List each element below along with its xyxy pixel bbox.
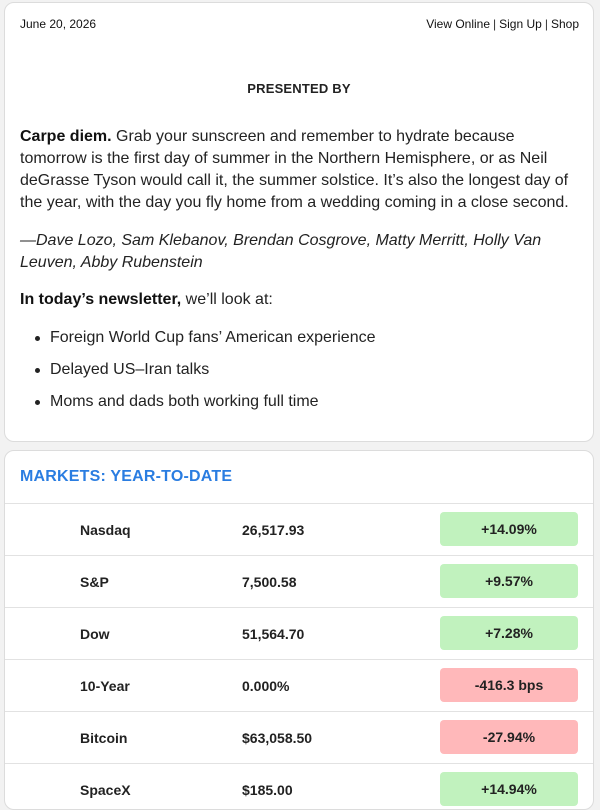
- newsletter-date: June 20, 2026: [20, 17, 97, 31]
- intro-paragraph: [20, 126, 584, 214]
- market-row-nasdaq: [5, 503, 593, 556]
- market-change-badge: +7.28%: [440, 616, 578, 650]
- market-change-badge: -416.3 bps: [440, 668, 578, 702]
- market-value: 51,564.70: [242, 626, 305, 642]
- link-separator: |: [493, 17, 497, 31]
- market-name: Nasdaq: [80, 522, 131, 538]
- header-links: [426, 17, 579, 31]
- topics-list: [20, 327, 580, 423]
- market-change-badge: +14.09%: [440, 512, 578, 546]
- intro-text: Grab your sunscreen and remember to hydrate because tomorrow is the first day of summer in the Northern Hemisphere, or as Neil deGrasse Tyson would call it, the summer solstice. It’s also the longest day of the year, with the day you fly home from a wedding coming in a close second.: [20, 128, 569, 211]
- today-heading: [20, 289, 584, 311]
- link-separator: |: [544, 17, 548, 31]
- markets-title: MARKETS: YEAR-TO-DATE: [20, 468, 233, 485]
- market-change-badge: +14.94%: [440, 772, 578, 806]
- today-text: we’ll look at:: [181, 291, 273, 308]
- list-item: Moms and dads both working full time: [20, 391, 580, 423]
- view-online-link[interactable]: View Online: [426, 17, 491, 31]
- market-value: 7,500.58: [242, 574, 297, 590]
- sign-up-link[interactable]: Sign Up: [499, 17, 542, 31]
- intro-lead: Carpe diem.: [20, 128, 112, 145]
- today-lead: In today’s newsletter,: [20, 291, 182, 308]
- market-change-badge: +9.57%: [440, 564, 578, 598]
- market-value: $63,058.50: [242, 730, 313, 746]
- market-row-sp: [5, 555, 593, 608]
- market-name: SpaceX: [80, 782, 131, 798]
- top-bar: [20, 17, 579, 31]
- market-value: 26,517.93: [242, 522, 305, 538]
- market-change-badge: -27.94%: [440, 720, 578, 754]
- presented-by-label: PRESENTED BY: [247, 81, 351, 96]
- intro-card: [4, 2, 594, 442]
- list-item: Foreign World Cup fans’ American experience: [20, 327, 580, 359]
- shop-link[interactable]: Shop: [550, 17, 579, 31]
- markets-card: [4, 450, 594, 810]
- market-name: 10-Year: [80, 678, 130, 694]
- list-item: Delayed US–Iran talks: [20, 359, 580, 391]
- market-row-10-year: [5, 659, 593, 712]
- market-row-spacex: [5, 763, 593, 810]
- market-name: Dow: [80, 626, 110, 642]
- market-name: S&P: [80, 574, 109, 590]
- market-row-bitcoin: [5, 711, 593, 764]
- market-name: Bitcoin: [80, 730, 128, 746]
- market-value: 0.000%: [242, 678, 290, 694]
- market-value: $185.00: [242, 782, 293, 798]
- market-row-dow: [5, 607, 593, 660]
- authors-line: —Dave Lozo, Sam Klebanov, Brendan Cosgrove, Matty Merritt, Holly Van Leuven, Abby Rubenstein: [20, 232, 542, 271]
